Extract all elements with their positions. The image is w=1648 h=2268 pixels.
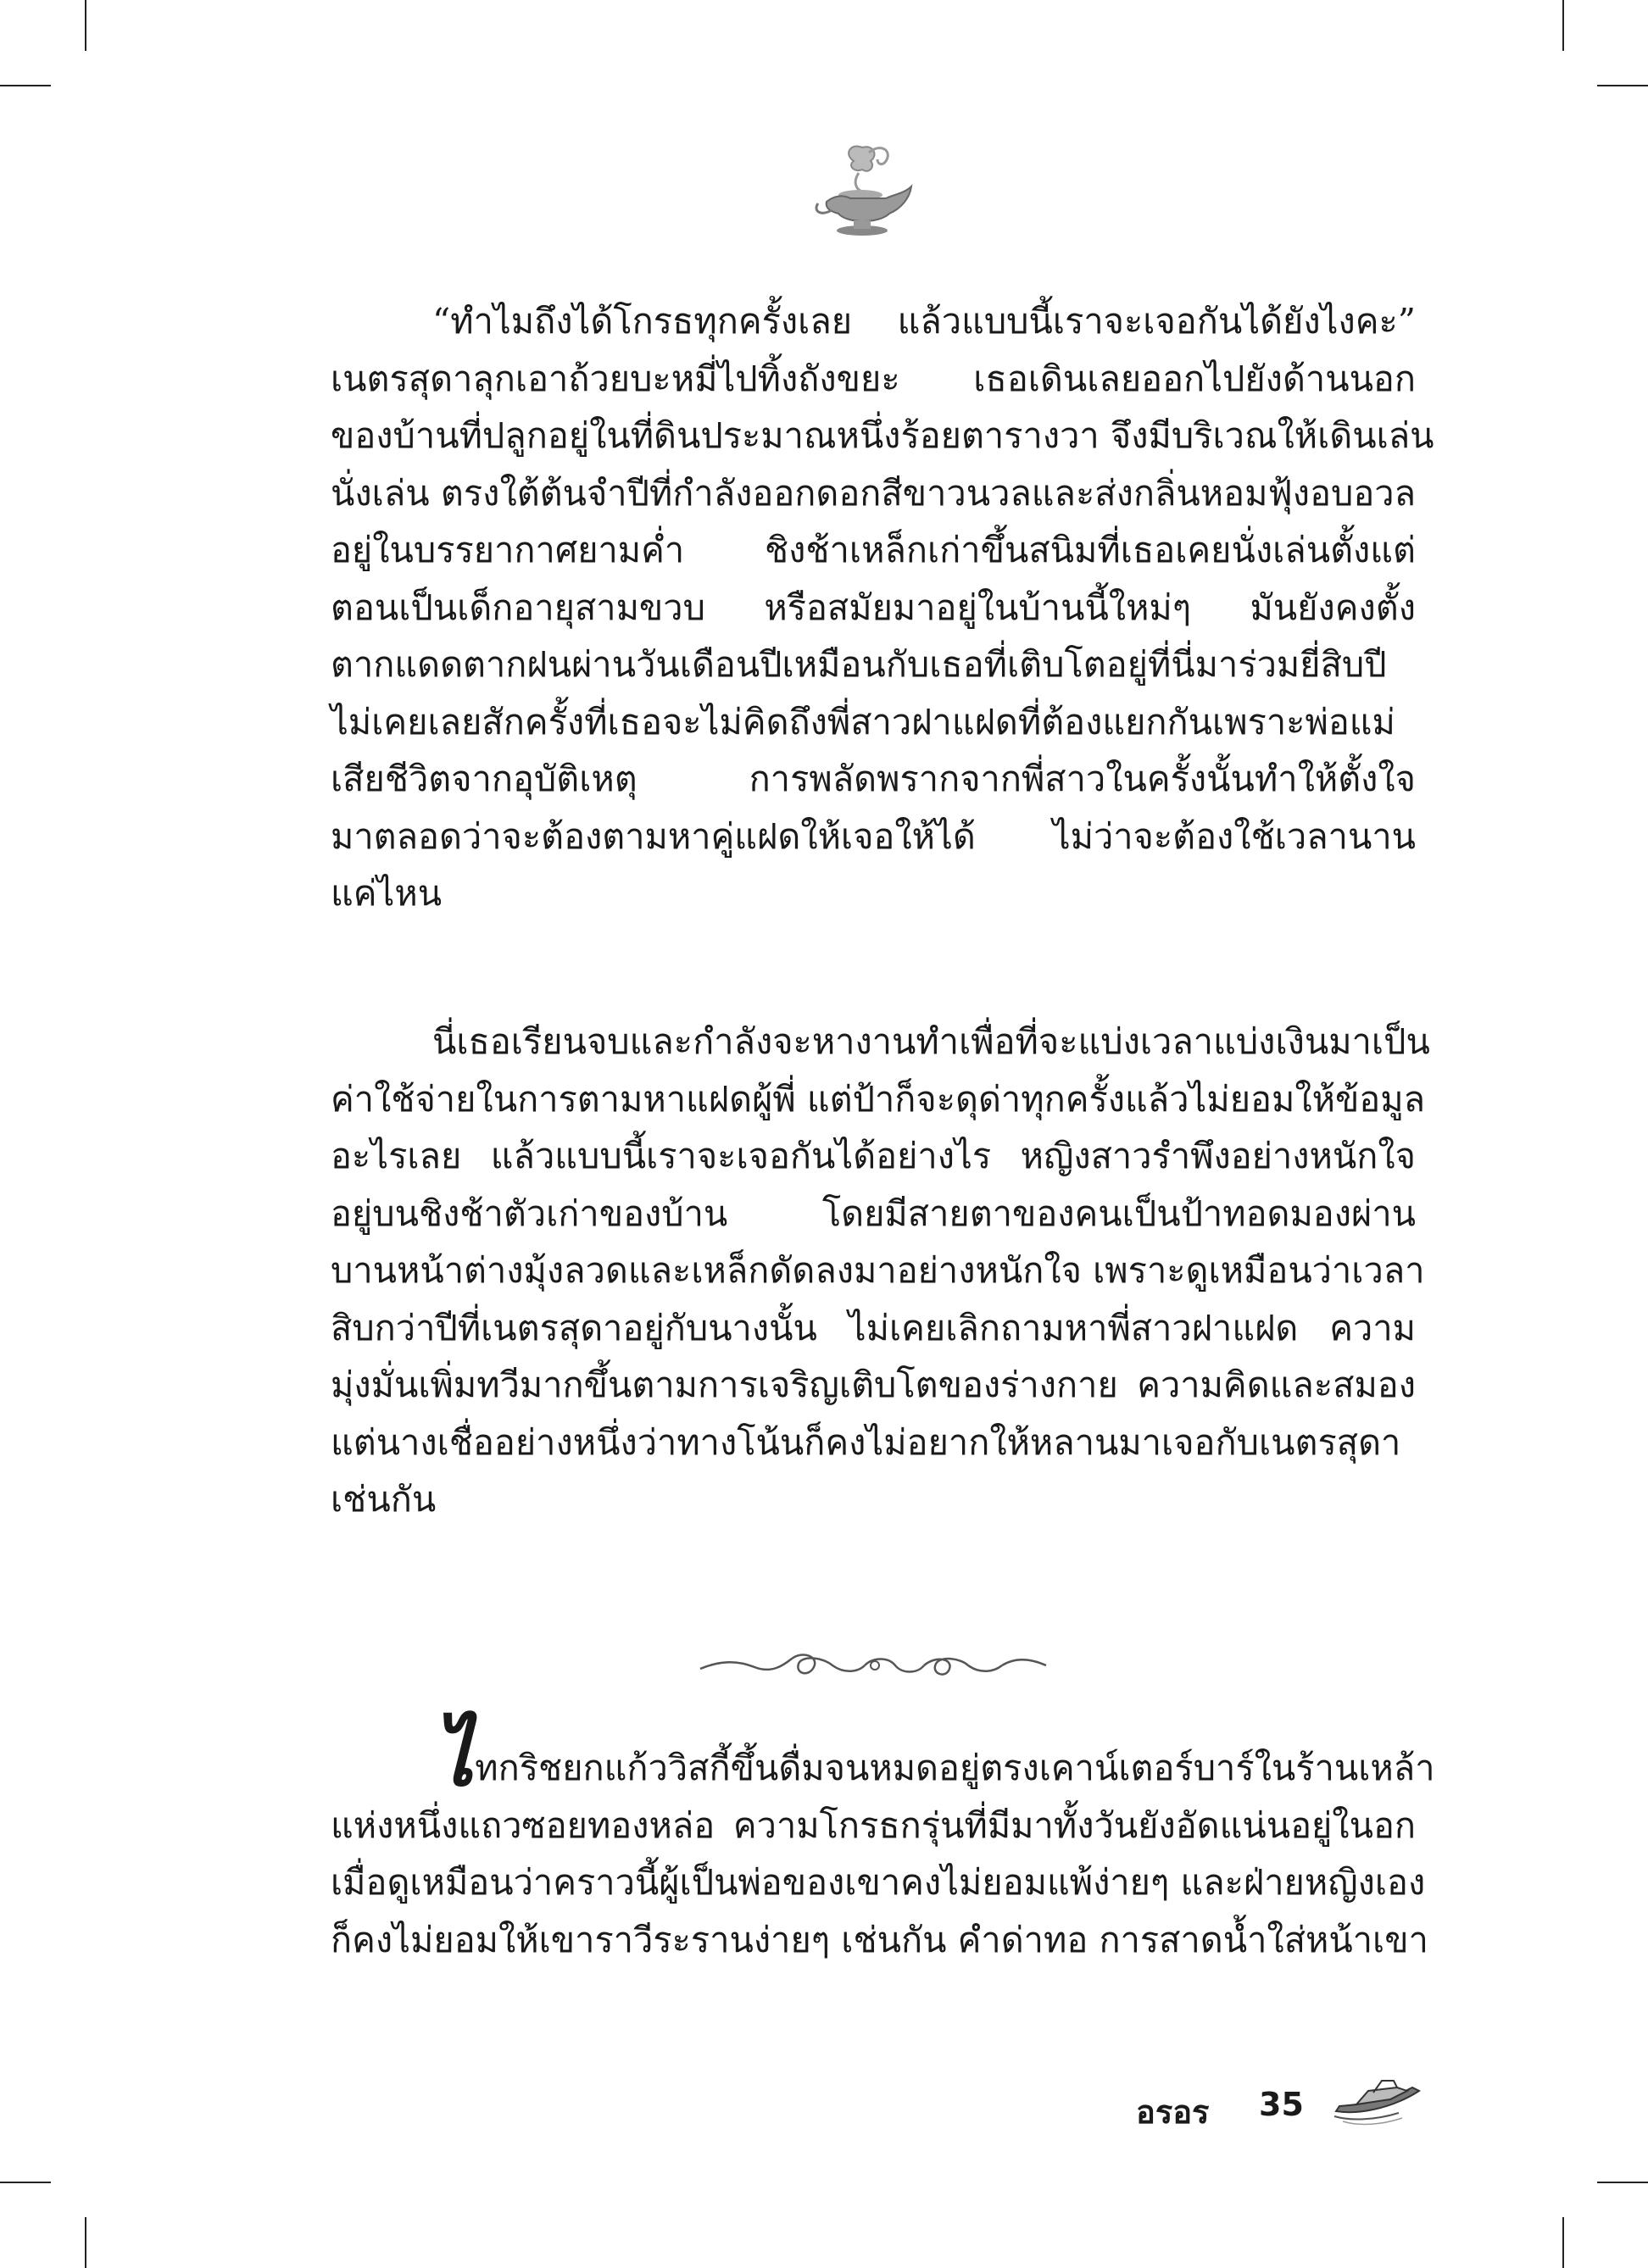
crop-mark [1562,2217,1564,2268]
crop-mark [85,0,86,51]
text-line: “ทำไมถึงได้โกรธทุกครั้งเลย แล้วแบบนี้เราจะเจอกันได้ยังไงคะ” [432,300,1416,342]
text-line: อยู่บนชิงช้าตัวเก่าของบ้าน โดยมีสายตาของคนเป็นป้าทอดมองผ่าน [331,1192,1416,1234]
crop-mark [0,85,51,86]
genie-lamp-icon [810,136,920,246]
text-line: ตากแดดตากฝนผ่านวันเดือนปีเหมือนกับเธอที่เติบโตอยู่ที่นี่มาร่วมยี่สิบปี [331,643,1387,685]
text-line: แต่นางเชื่ออย่างหนึ่งว่าทางโน้นก็คงไม่อยากให้หลานมาเจอกับเนตรสุดา [331,1420,1401,1463]
text-line: บานหน้าต่างมุ้งลวดและเหล็กดัดลงมาอย่างหนักใจ เพราะดูเหมือนว่าเวลา [331,1249,1425,1291]
page-footer [1119,2081,1424,2140]
crop-mark [0,2182,51,2183]
crop-mark [85,2217,86,2268]
text-line: เนตรสุดาลุกเอาถ้วยบะหมี่ไปทิ้งถังขยะ เธอเดินเลยออกไปยังด้านนอก [331,357,1416,399]
text-line: นั่งเล่น ตรงใต้ต้นจำปีที่กำลังออกดอกสีขาวนวลและส่งกลิ่นหอมฟุ้งอบอวล [331,471,1416,514]
paragraph-1 [331,292,1434,922]
text-line: มาตลอดว่าจะต้องตามหาคู่แฝดให้เจอให้ได้ ไม่ว่าจะต้องใช้เวลานาน [331,814,1416,857]
text-line: ไม่เคยเลยสักครั้งที่เธอจะไม่คิดถึงพี่สาวฝาแฝดที่ต้องแยกกันเพราะพ่อแม่ [331,700,1395,742]
text-line: นี่เธอเรียนจบและกำลังจะหางานทำเพื่อที่จะแบ่งเวลาแบ่งเงินมาเป็น [432,1020,1430,1062]
text-line-rest: ทกริชยกแก้ววิสกี้ขึ้นดื่มจนหมดอยู่ตรงเคาน์เตอร์บาร์ในร้านเหล้า [475,1747,1435,1788]
text-line: ของบ้านที่ปลูกอยู่ในที่ดินประมาณหนึ่งร้อยตารางวา จึงมีบริเวณให้เดินเล่น [331,414,1434,456]
text-line: มุ่งมั่นเพิ่มทวีมากขึ้นตามการเจริญเติบโตของร่างกาย ความคิดและสมอง [331,1364,1416,1405]
text-line: ค่าใช้จ่ายในการตามหาแฝดผู้พี่ แต่ป้าก็จะดุด่าทุกครั้งแล้วไม่ยอมให้ข้อมูล [331,1077,1426,1120]
footer-author: อรอร [1136,2093,1210,2131]
paragraph-3 [331,1709,1435,1968]
text-line: สิบกว่าปีที่เนตรสุดาอยู่กับนางนั้น ไม่เคยเลิกถามหาพี่สาวฝาแฝด ความ [331,1306,1416,1348]
crop-mark [1597,2182,1648,2183]
text-line: ก็คงไม่ยอมให้เขาราวีระรานง่ายๆ เช่นกัน คำด่าทอ การสาดน้ำใส่หน้าเขา [331,1918,1428,1960]
text-line: แค่ไหน [331,872,443,914]
text-line-dropcap [331,1709,1435,1804]
crop-mark [1562,0,1564,51]
paragraph-2 [331,1013,1430,1528]
text-line: เสียชีวิตจากอุบัติเหตุ การพลัดพรากจากพี่สาวในครั้งนั้นทำให้ตั้งใจ [331,758,1416,799]
flourish-divider-icon [695,1640,1051,1691]
text-line: ตอนเป็นเด็กอายุสามขวบ หรือสมัยมาอยู่ในบ้านนี้ใหม่ๆ มันยังคงตั้ง [331,586,1416,628]
page-number: 35 [1259,2086,1304,2123]
text-line: เช่นกัน [331,1478,437,1520]
dropcap: ไ [432,1709,474,1804]
text-line: อะไรเลย แล้วแบบนี้เราจะเจอกันได้อย่างไร หญิงสาวรำพึงอย่างหนักใจ [331,1135,1416,1176]
text-line: เมื่อดูเหมือนว่าคราวนี้ผู้เป็นพ่อของเขาคงไม่ยอมแพ้ง่ายๆ และฝ่ายหญิงเอง [331,1861,1426,1903]
text-line: อยู่ในบรรยากาศยามค่ำ ชิงช้าเหล็กเก่าขึ้นสนิมที่เธอเคยนั่งเล่นตั้งแต่ [331,529,1416,570]
speedboat-icon [1331,2065,1424,2133]
text-line: แห่งหนึ่งแถวซอยทองหล่อ ความโกรธกรุ่นที่มีมาทั้งวันยังอัดแน่นอยู่ในอก [331,1804,1416,1846]
crop-mark [1597,85,1648,86]
